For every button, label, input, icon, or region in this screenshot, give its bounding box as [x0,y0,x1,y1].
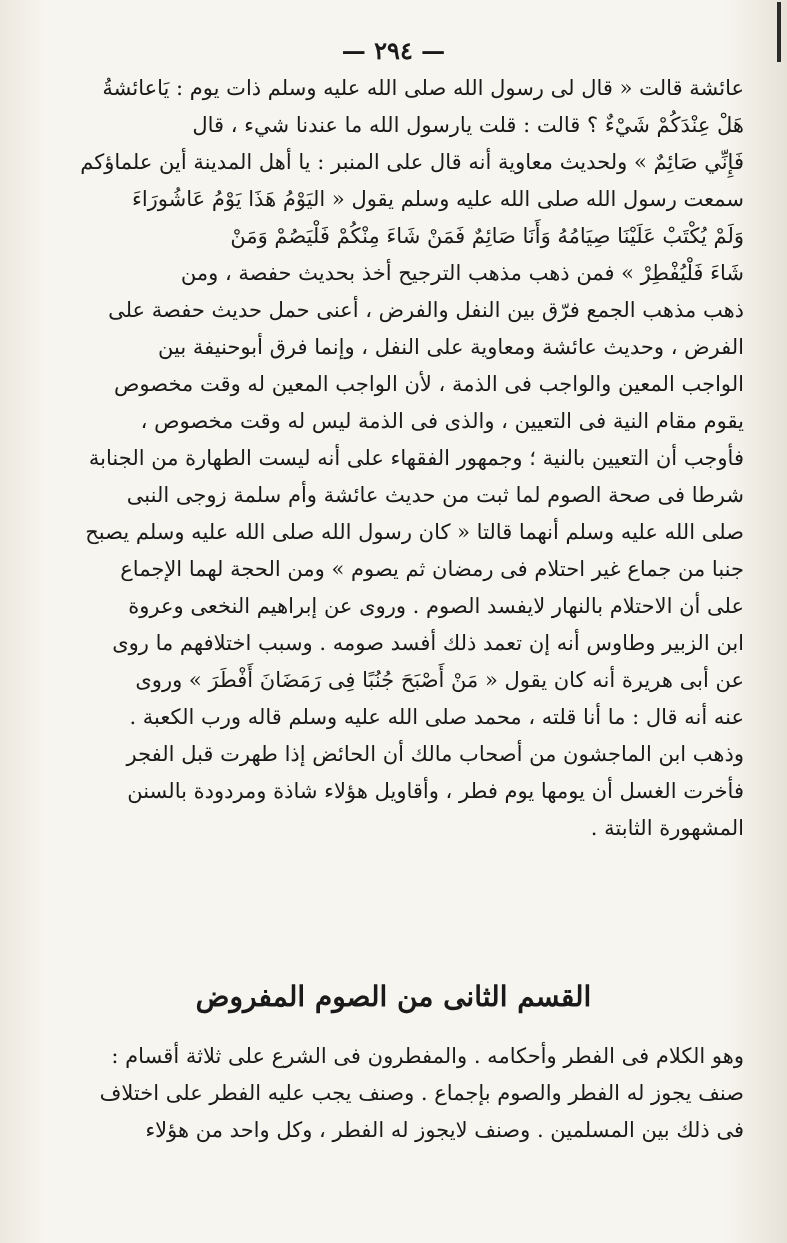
paragraph-1 [62,70,744,847]
text-line: وذهب ابن الماجشون من أصحاب مالك أن الحائض إذا طهرت قبل الفجر [126,742,744,766]
text-line: الواجب المعين والواجب فى الذمة ، لأن الواجب المعين له وقت مخصوص [114,372,744,396]
text-line: جنبا من جماع غير احتلام فى رمضان ثم يصوم » ومن الحجة لهما الإجماع [120,557,744,581]
text-line: فأوجب أن التعيين بالنية ؛ وجمهور الفقهاء على أنه ليست الطهارة من الجنابة [88,446,744,470]
text-line: ذهب مذهب الجمع فرّق بين النفل والفرض ، أعنى حمل حديث حفصة على [108,298,744,322]
text-line: سمعت رسول الله صلى الله عليه وسلم يقول « اليَوْمُ هَذَا يَوْمُ عَاشُورَاءَ [131,187,744,211]
section-heading: القسم الثانى من الصوم المفروض [195,980,592,1013]
text-line: عن أبى هريرة أنه كان يقول « مَنْ أَصْبَحَ جُنُبًا فِى رَمَضَانَ أَفْطَرَ » وروى [135,668,744,692]
text-line: فَإِنِّي صَائِمٌ » ولحديث معاوية أنه قال على المنبر : يا أهل المدينة أين علماؤكم [80,150,744,174]
text-line: عنه أنه قال : ما أنا قلته ، محمد صلى الله عليه وسلم قاله ورب الكعبة . [129,705,744,729]
text-line: الفرض ، وحديث عائشة ومعاوية على النفل ، وإنما فرق أبوحنيفة بين [158,335,744,359]
text-line: صلى الله عليه وسلم أنهما قالتا « كان رسول الله صلى الله عليه وسلم يصبح [85,520,744,544]
text-line: فى ذلك بين المسلمين . وصنف لايجوز له الفطر ، وكل واحد من هؤلاء [145,1118,744,1142]
text-line: المشهورة الثابتة . [590,816,744,840]
text-line: ابن الزبير وطاوس أنه إن تعمد ذلك أفسد صومه . وسبب اختلافهم ما روى [112,631,744,655]
text-line: شَاءَ فَلْيُفْطِرْ » فمن ذهب مذهب الترجيح أخذ بحديث حفصة ، ومن [180,261,744,285]
text-line: هَلْ عِنْدَكُمْ شَيْءٌ ؟ قالت : قلت يارسول الله ما عندنا شيء ، قال [192,113,744,137]
text-line: شرطا فى صحة الصوم لما ثبت من حديث عائشة وأم سلمة زوجى النبى [126,483,744,507]
text-line: وَلَمْ يُكْتَبْ عَلَيْنَا صِيَامُهُ وَأَنَا صَائِمٌ فَمَنْ شَاءَ مِنْكُمْ فَلْيَصُمْ وَمَنْ [230,224,744,248]
text-line: عائشة قالت « قال لى رسول الله صلى الله عليه وسلم ذات يوم : يَاعائشةُ [102,76,744,100]
paragraph-2 [62,1038,744,1149]
text-line: فأخرت الغسل أن يومها يوم فطر ، وأقاويل هؤلاء شاذة ومردودة بالسنن [127,779,744,803]
text-line: وهو الكلام فى الفطر وأحكامه . والمفطرون فى الشرع على ثلاثة أقسام : [111,1044,744,1068]
text-line: يقوم مقام النية فى التعيين ، والذى فى الذمة ليس له وقت مخصوص ، [140,409,744,433]
text-line: على أن الاحتلام بالنهار لايفسد الصوم . وروى عن إبراهيم النخعى وعروة [128,594,744,618]
text-line: صنف يجوز له الفطر والصوم بإجماع . وصنف يجب عليه الفطر على اختلاف [99,1081,744,1105]
page-number: — ٢٩٤ — [341,36,446,65]
